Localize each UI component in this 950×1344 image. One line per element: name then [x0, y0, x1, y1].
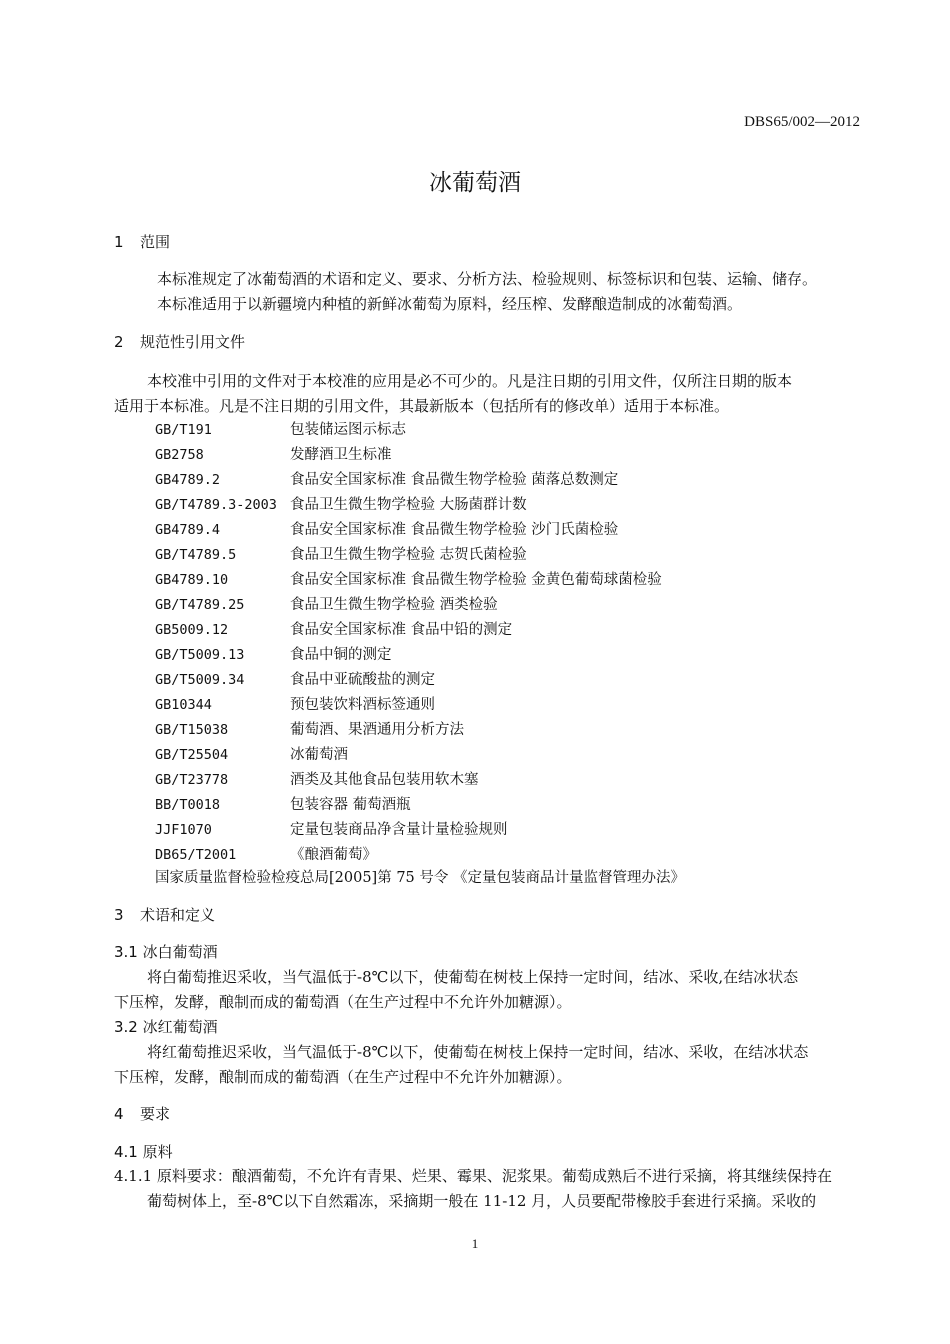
- reference-code: GB/T23778: [155, 772, 229, 788]
- requirement-4-1-1-line-1: 4.1.1 原料要求：酿酒葡萄，不允许有青果、烂果、霉果、泥浆果。葡萄成熟后不进行采摘，将其继续保持在: [114, 1167, 832, 1185]
- reference-item: [155, 443, 392, 464]
- reference-title: 食品安全国家标准 食品微生物学检验 菌落总数测定: [290, 472, 619, 488]
- reference-code: GB/T15038: [155, 722, 229, 738]
- reference-item: [155, 543, 527, 564]
- section-2-heading: [114, 331, 245, 352]
- reference-code: GB2758: [155, 447, 204, 463]
- reference-item: [155, 793, 411, 814]
- reference-item: [155, 593, 498, 614]
- reference-code: DB65/T2001: [155, 847, 237, 863]
- reference-item: [155, 718, 464, 739]
- definition-3-1-line-1: 将白葡萄推迟采收，当气温低于-8℃以下，使葡萄在树枝上保持一定时间，结冰、采收,在结冰状态: [147, 968, 799, 986]
- subsection-4-1-heading: 4.1 原料: [114, 1143, 173, 1161]
- reference-code: GB5009.12: [155, 622, 229, 638]
- section-title: 术语和定义: [140, 906, 216, 924]
- references-intro-line-1: 本校准中引用的文件对于本校准的应用是必不可少的。凡是注日期的引用文件，仅所注日期的版本: [147, 372, 793, 390]
- reference-title: 冰葡萄酒: [290, 747, 348, 763]
- reference-item: [155, 518, 618, 539]
- reference-code: GB/T4789.25: [155, 597, 245, 613]
- reference-code: GB/T4789.5: [155, 547, 237, 563]
- document-title: 冰葡萄酒: [429, 170, 521, 196]
- requirement-4-1-1-line-2: 葡萄树体上，至-8℃以下自然霜冻，采摘期一般在 11-12 月，人员要配带橡胶手套进行采摘。采收的: [147, 1192, 817, 1210]
- scope-paragraph-2: 本标准适用于以新疆境内种植的新鲜冰葡萄为原料，经压榨、发酵酿造制成的冰葡萄酒。: [157, 295, 743, 313]
- reference-item: [155, 818, 508, 839]
- document-code: DBS65/002—2012: [744, 114, 860, 130]
- reference-code: GB10344: [155, 697, 212, 713]
- reference-item: [155, 768, 479, 789]
- reference-code: GB/T4789.3-2003: [155, 497, 277, 513]
- definition-3-2-line-2: 下压榨，发酵，酿制而成的葡萄酒（在生产过程中不允许外加糖源）。: [114, 1068, 572, 1086]
- reference-title: 食品安全国家标准 食品微生物学检验 沙门氏菌检验: [290, 522, 619, 538]
- section-1-heading: [114, 231, 170, 252]
- reference-title: 食品中亚硫酸盐的测定: [290, 672, 435, 688]
- reference-title: 《酿酒葡萄》: [290, 847, 377, 863]
- section-number: 1: [114, 233, 124, 251]
- section-number: 4: [114, 1105, 124, 1123]
- reference-item: [155, 418, 406, 439]
- reference-item: [155, 743, 348, 764]
- reference-item: [155, 618, 512, 639]
- reference-item: [155, 693, 435, 714]
- section-4-heading: [114, 1103, 170, 1124]
- subsection-3-1-heading: 3.1 冰白葡萄酒: [114, 943, 218, 961]
- reference-item: [155, 493, 527, 514]
- section-title: 规范性引用文件: [140, 333, 246, 351]
- references-intro-line-2: 适用于本标准。凡是不注日期的引用文件，其最新版本（包括所有的修改单）适用于本标准。: [114, 397, 730, 415]
- subsection-3-2-heading: 3.2 冰红葡萄酒: [114, 1018, 218, 1036]
- reference-code: JJF1070: [155, 822, 212, 838]
- section-title: 要求: [140, 1105, 171, 1123]
- page-number: 1: [471, 1236, 479, 1251]
- reference-item: [155, 668, 435, 689]
- reference-title: 酒类及其他食品包装用软木塞: [290, 772, 479, 788]
- section-number: 3: [114, 906, 124, 924]
- reference-title: 食品卫生微生物学检验 大肠菌群计数: [290, 497, 527, 513]
- reference-item: [155, 843, 377, 864]
- reference-title: 食品安全国家标准 食品中铅的测定: [290, 622, 513, 638]
- reference-regulation: 国家质量监督检验检疫总局[2005]第 75 号令 《定量包装商品计量监督管理办法》: [155, 870, 685, 886]
- reference-code: GB4789.4: [155, 522, 221, 538]
- definition-3-1-line-2: 下压榨，发酵，酿制而成的葡萄酒（在生产过程中不允许外加糖源）。: [114, 993, 572, 1011]
- reference-item: [155, 568, 662, 589]
- reference-code: GB4789.2: [155, 472, 221, 488]
- scope-paragraph-1: 本标准规定了冰葡萄酒的术语和定义、要求、分析方法、检验规则、标签标识和包装、运输、储存。: [157, 270, 818, 288]
- reference-item: [155, 468, 618, 489]
- section-3-heading: [114, 904, 215, 925]
- reference-item: [155, 643, 392, 664]
- reference-title: 包装储运图示标志: [290, 422, 406, 438]
- section-title: 范围: [140, 233, 171, 251]
- definition-3-2-line-1: 将红葡萄推迟采收，当气温低于-8℃以下，使葡萄在树枝上保持一定时间，结冰、采收，在结冰状态: [147, 1043, 809, 1061]
- reference-title: 食品安全国家标准 食品微生物学检验 金黄色葡萄球菌检验: [290, 572, 662, 588]
- reference-code: GB/T5009.13: [155, 647, 245, 663]
- reference-title: 食品卫生微生物学检验 志贺氏菌检验: [290, 547, 527, 563]
- reference-code: GB4789.10: [155, 572, 229, 588]
- reference-title: 葡萄酒、果酒通用分析方法: [290, 722, 464, 738]
- reference-title: 食品卫生微生物学检验 酒类检验: [290, 597, 498, 613]
- section-number: 2: [114, 333, 124, 351]
- reference-code: GB/T5009.34: [155, 672, 245, 688]
- reference-code: GB/T25504: [155, 747, 229, 763]
- reference-title: 食品中铜的测定: [290, 647, 392, 663]
- reference-title: 发酵酒卫生标准: [290, 447, 392, 463]
- reference-title: 定量包装商品净含量计量检验规则: [290, 822, 508, 838]
- reference-title: 预包装饮料酒标签通则: [290, 697, 435, 713]
- reference-title: 包装容器 葡萄酒瓶: [290, 797, 411, 813]
- reference-code: GB/T191: [155, 422, 212, 438]
- reference-code: BB/T0018: [155, 797, 221, 813]
